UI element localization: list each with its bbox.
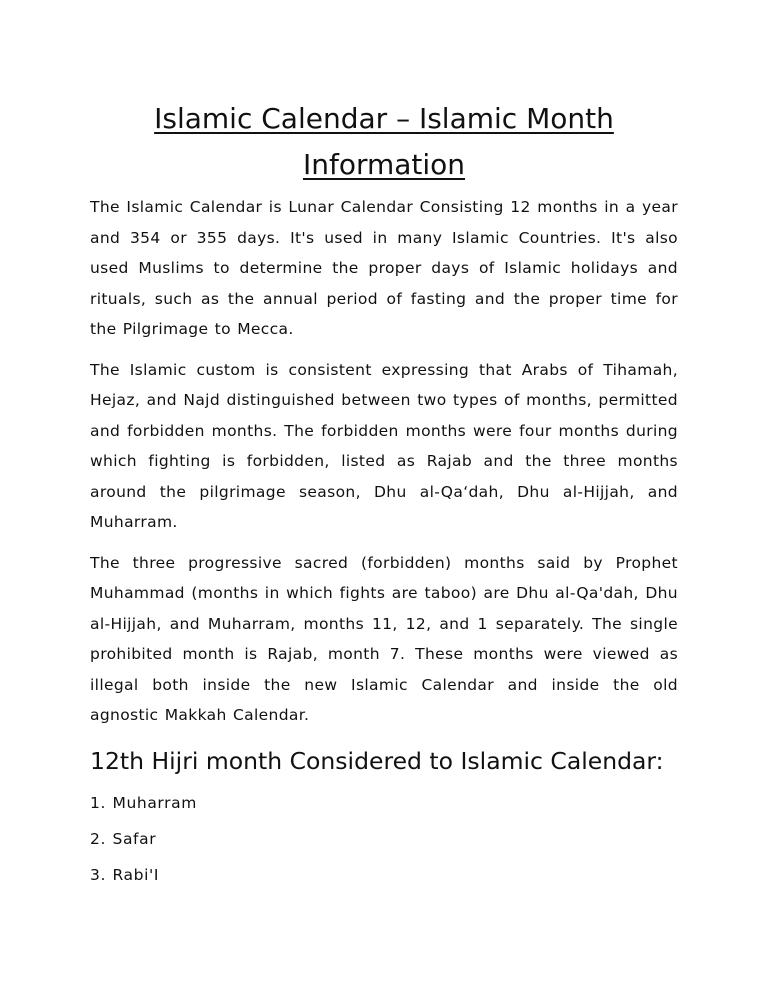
month-list-item: 3. Rabi'I: [90, 865, 160, 884]
sacred-months-paragraph: The three progressive sacred (forbidden) months said by Prophet Muhammad (months in which fights are taboo) are Dhu al-Qa'dah, Dhu al-Hijjah, and Muharram, months 11, 12, and 1 separately. The single prohibited month is Rajab, month 7. These months were viewed as illegal both inside the new Islamic Calendar and inside the old agnostic Makkah Calendar.: [90, 553, 678, 724]
month-list-item: 1. Muharram: [90, 793, 197, 812]
intro-paragraph: The Islamic Calendar is Lunar Calendar Consisting 12 months in a year and 354 or 355 days. It's used in many Islamic Countries. It's also used Muslims to determine the proper days of Islamic holidays and rituals, such as the annual period of fasting and the proper time for the Pilgrimage to Mecca.: [90, 198, 678, 338]
document-page: [90, 96, 678, 893]
month-list-item: 2. Safar: [90, 829, 157, 848]
forbidden-months-paragraph: The Islamic custom is consistent expressing that Arabs of Tihamah, Hejaz, and Najd distinguished between two types of months, permitted and forbidden months. The forbidden months were four months during which fighting is forbidden, listed as Rajab and the three months around the pilgrimage season, Dhu al-Qa‘dah, Dhu al-Hijjah, and Muharram.: [90, 360, 678, 531]
months-section-heading: 12th Hijri month Considered to Islamic Calendar:: [90, 746, 664, 775]
month-list: [90, 785, 678, 893]
page-title: Islamic Calendar – Islamic Month Information: [154, 102, 614, 181]
